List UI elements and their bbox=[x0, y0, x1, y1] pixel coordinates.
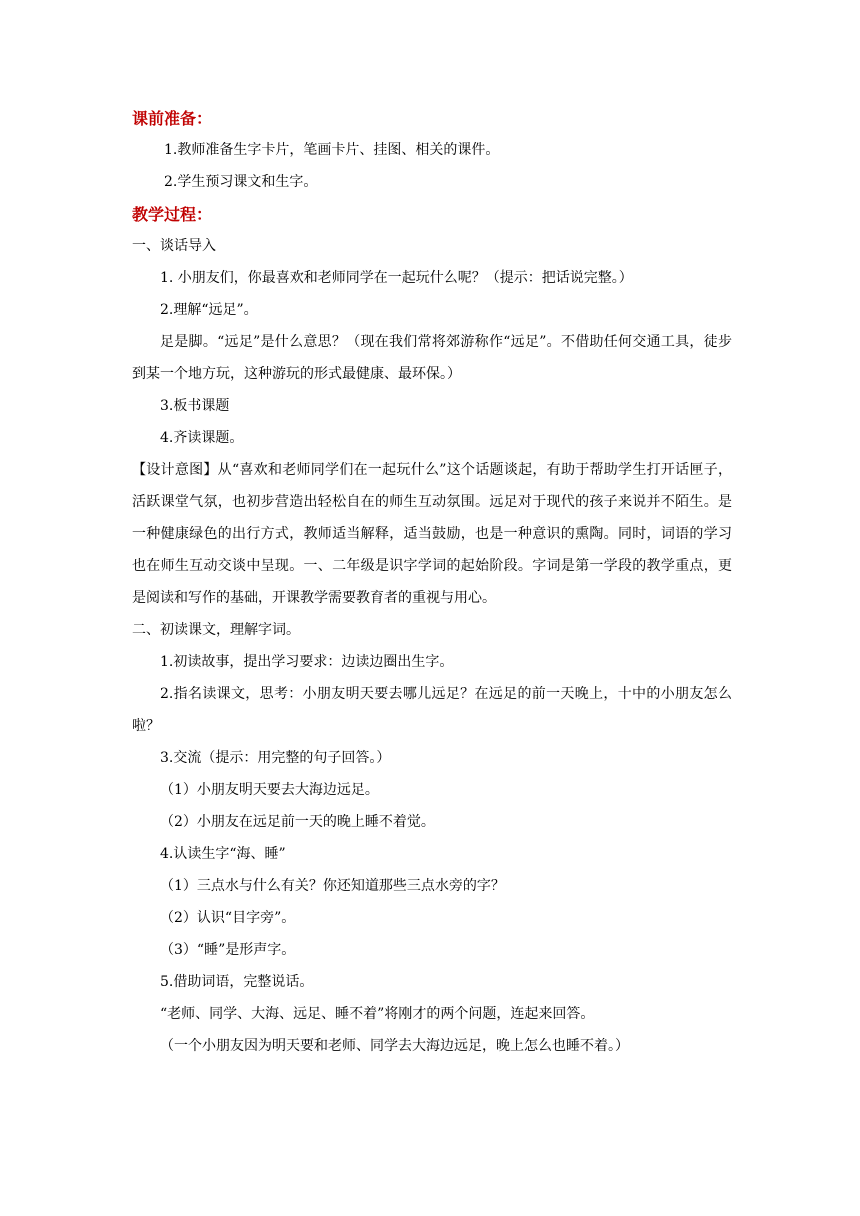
sub-item: （1）小朋友明天要去大海边远足。 bbox=[160, 782, 379, 798]
list-item: 3.交流（提示：用完整的句子回答。） bbox=[160, 750, 391, 766]
list-item: 1. 小朋友们，你最喜欢和老师同学在一起玩什么呢？（提示：把话说完整。） bbox=[160, 270, 633, 286]
list-item: 2.指名读课文，思考：小朋友明天要去哪儿远足？在远足的前一天晚上，十中的小朋友怎么啦？ bbox=[132, 686, 732, 734]
document-body bbox=[132, 104, 732, 1062]
sub-item: （3）“睡”是形声字。 bbox=[160, 942, 296, 958]
paragraph: 足是脚。“远足”是什么意思？（现在我们常将郊游称作“远足”。不借助任何交通工具，徒步到某一个地方玩，这种游玩的形式最健康、最环保。） bbox=[132, 334, 732, 382]
section-title: 二、初读课文，理解字词。 bbox=[132, 622, 300, 638]
list-item: 2.理解“远足”。 bbox=[160, 302, 258, 318]
list-item: 5.借助词语，完整说话。 bbox=[160, 974, 314, 990]
sub-item: （2）小朋友在远足前一天的晚上睡不着觉。 bbox=[160, 814, 435, 830]
section-title: 一、谈话导入 bbox=[132, 238, 216, 254]
paragraph: “老师、同学、大海、远足、睡不着”将刚才的两个问题，连起来回答。 bbox=[160, 1006, 595, 1022]
prep-item: 2.学生预习课文和生字。 bbox=[164, 174, 318, 190]
design-note: 【设计意图】从“喜欢和老师同学们在一起玩什么”这个话题谈起，有助于帮助学生打开话匣子，活跃课堂气氛，也初步营造出轻松自在的师生互动氛围。远足对于现代的孩子来说并不陌生。是一种健康绿色的出行方式，教师适当解释，适当鼓励，也是一种意识的熏陶。同时，词语的学习也在师生互动交谈中呈现。一、二年级是识字学词的起始阶段。字词是第一学段的教学重点，更是阅读和写作的基础，开课教学需要教育者的重视与用心。 bbox=[132, 462, 732, 606]
list-item: 1.初读故事，提出学习要求：边读边圈出生字。 bbox=[160, 654, 454, 670]
prep-item: 1.教师准备生字卡片，笔画卡片、挂图、相关的课件。 bbox=[164, 142, 500, 158]
prep-heading: 课前准备： bbox=[132, 109, 213, 128]
process-heading: 教学过程： bbox=[132, 205, 213, 224]
list-item: 3.板书课题 bbox=[160, 398, 230, 414]
list-item: 4.认读生字“海、睡” bbox=[160, 846, 286, 862]
list-item: 4.齐读课题。 bbox=[160, 430, 244, 446]
sub-item: （2）认识“目字旁”。 bbox=[160, 910, 296, 926]
sub-item: （1）三点水与什么有关？你还知道那些三点水旁的字？ bbox=[160, 878, 505, 894]
paragraph: （一个小朋友因为明天要和老师、同学去大海边远足，晚上怎么也睡不着。） bbox=[160, 1038, 629, 1054]
